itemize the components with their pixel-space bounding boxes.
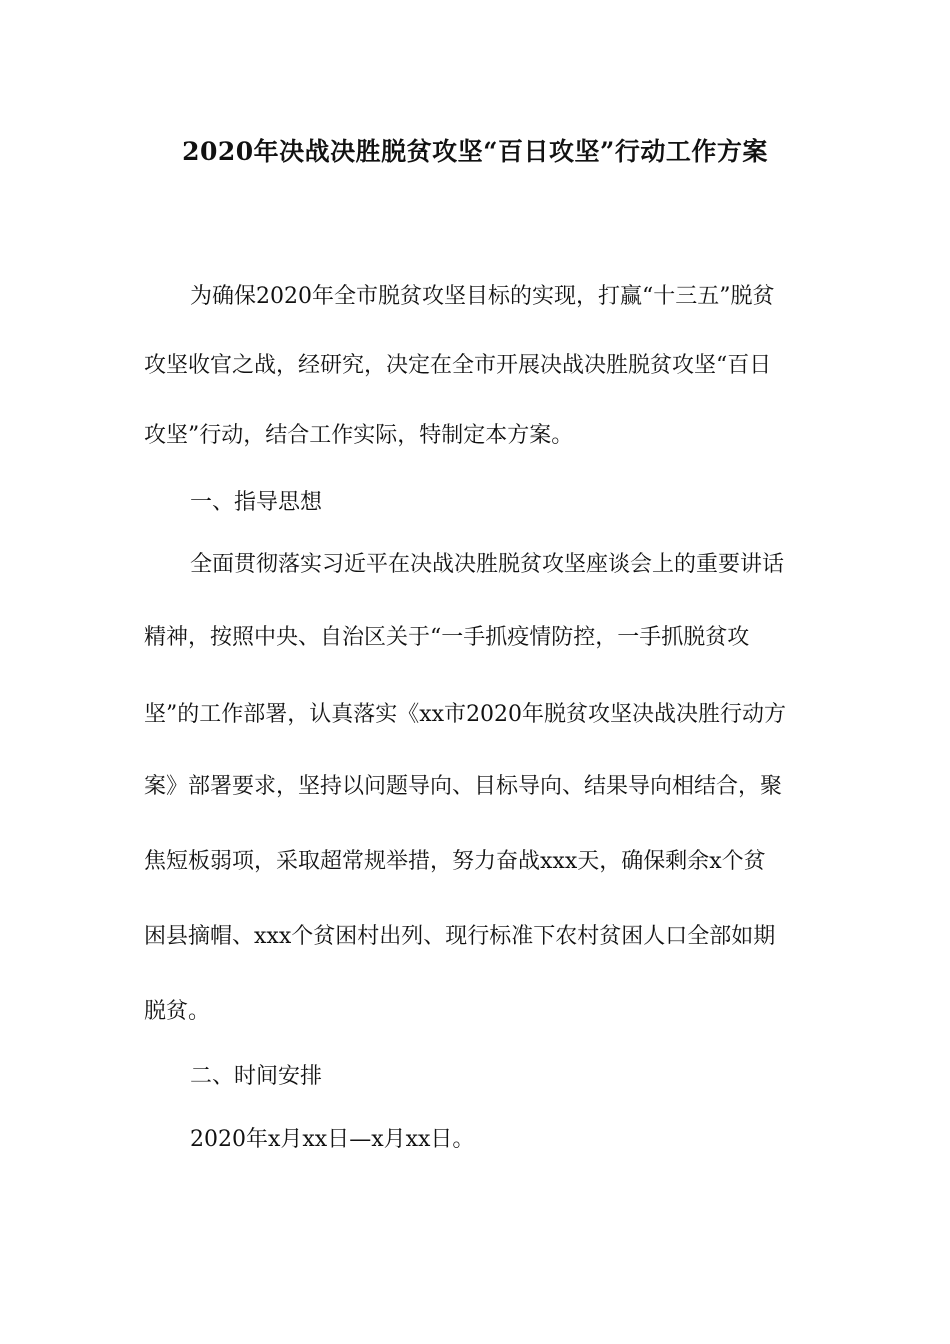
paragraph-line: 攻坚”行动，结合工作实际，特制定本方案。 xyxy=(144,423,574,448)
paragraph-line: 案》部署要求，坚持以问题导向、目标导向、结果导向相结合，聚 xyxy=(144,774,783,799)
paragraph-line: 焦短板弱项，采取超常规举措，努力奋战xxx天，确保剩余x个贫 xyxy=(144,849,766,874)
paragraph-line: 困县摘帽、xxx个贫困村出列、现行标准下农村贫困人口全部如期 xyxy=(144,924,776,949)
paragraph-line: 为确保2020年全市脱贫攻坚目标的实现，打赢“十三五”脱贫 xyxy=(190,284,775,309)
section-heading: 二、时间安排 xyxy=(190,1064,323,1089)
paragraph-line: 坚”的工作部署，认真落实《xx市2020年脱贫攻坚决战决胜行动方 xyxy=(144,702,787,727)
paragraph-line: 脱贫。 xyxy=(144,999,211,1024)
section-heading: 一、指导思想 xyxy=(190,490,323,515)
paragraph-line: 攻坚收官之战，经研究，决定在全市开展决战决胜脱贫攻坚“百日 xyxy=(144,353,772,378)
paragraph-line: 2020年x月xx日—x月xx日。 xyxy=(190,1127,475,1152)
paragraph-line: 全面贯彻落实习近平在决战决胜脱贫攻坚座谈会上的重要讲话 xyxy=(190,552,785,577)
document-title: 2020年决战决胜脱贫攻坚“百日攻坚”行动工作方案 xyxy=(182,137,768,166)
paragraph-line: 精神，按照中央、自治区关于“一手抓疫情防控，一手抓脱贫攻 xyxy=(144,625,750,650)
